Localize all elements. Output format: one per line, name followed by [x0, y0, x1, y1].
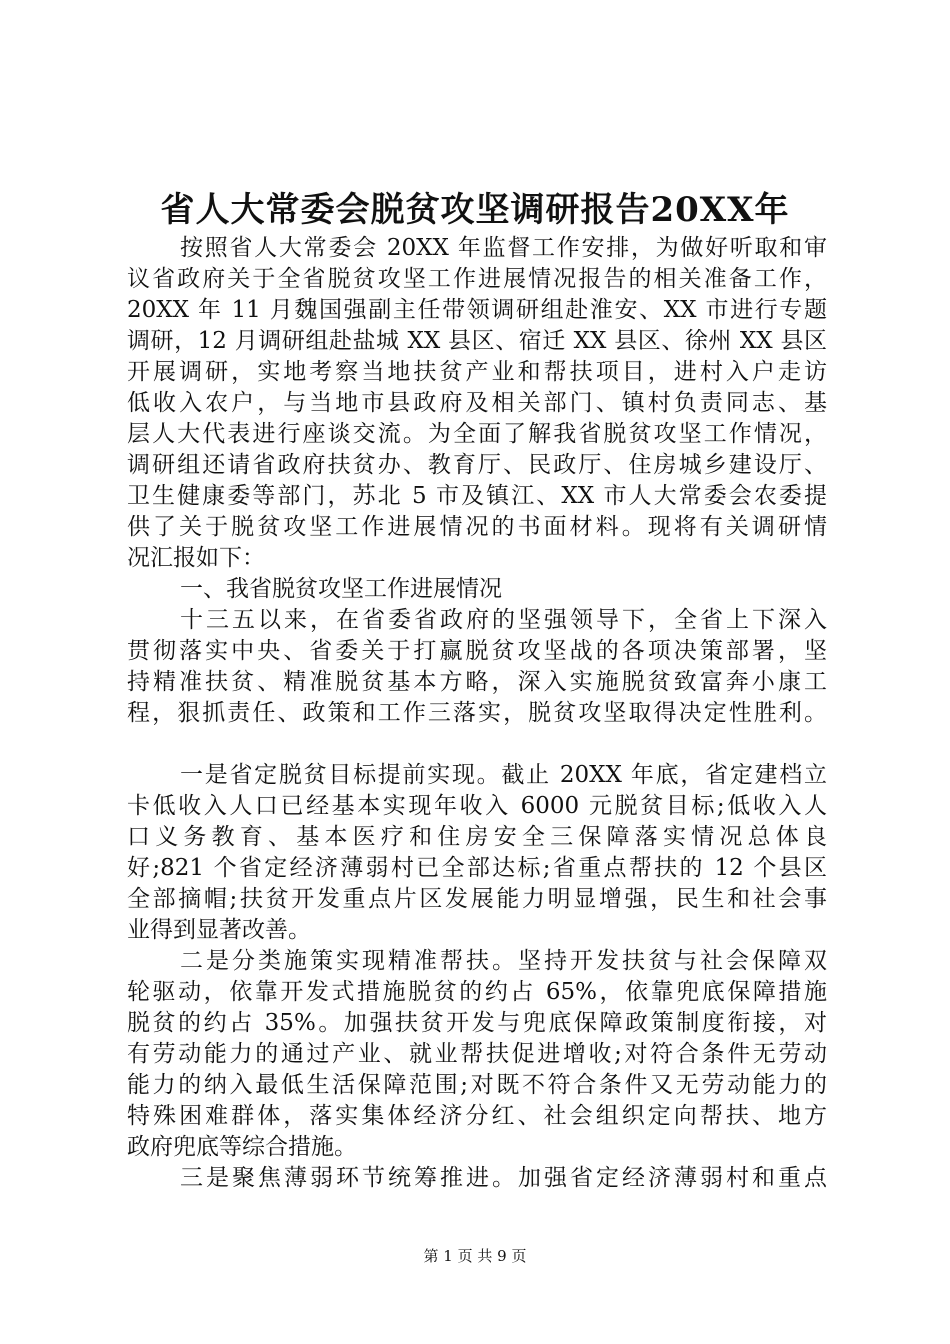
body-line: 按照省人大常委会 20XX 年监督工作安排，为做好听取和审: [180, 235, 827, 261]
body-line: 特殊困难群体，落实集体经济分红、社会组织定向帮扶、地方: [127, 1103, 827, 1129]
body-line: 20XX 年 11 月魏国强副主任带领调研组赴淮安、XX 市进行专题: [127, 297, 827, 323]
body-line: 调研组还请省政府扶贫办、教育厅、民政厅、住房城乡建设厅、: [127, 452, 827, 478]
body-line: 业得到显著改善。: [127, 917, 311, 943]
body-line: 一是省定脱贫目标提前实现。截止 20XX 年底，省定建档立: [180, 762, 827, 788]
body-line: 程，狠抓责任、政策和工作三落实，脱贫攻坚取得决定性胜利。: [127, 700, 827, 726]
body-line: 好;821 个省定经济薄弱村已全部达标;省重点帮扶的 12 个县区: [127, 855, 827, 881]
page-number: 第 1 页 共 9 页: [423, 1247, 527, 1265]
body-line: 政府兜底等综合措施。: [127, 1134, 357, 1160]
body-line: 全部摘帽;扶贫开发重点片区发展能力明显增强，民生和社会事: [127, 886, 827, 912]
body-line: 口义务教育、基本医疗和住房安全三保障落实情况总体良: [127, 824, 827, 850]
body-line: 况汇报如下：: [127, 545, 265, 571]
paragraph-gap: [127, 729, 827, 760]
body-line: 低收入农户，与当地市县政府及相关部门、镇村负责同志、基: [127, 390, 827, 416]
body-line: 调研，12 月调研组赴盐城 XX 县区、宿迁 XX 县区、徐州 XX 县区: [127, 328, 827, 354]
body-line: 脱贫的约占 35%。加强扶贫开发与兜底保障政策制度衔接，对: [127, 1010, 827, 1036]
section-heading: 一、我省脱贫攻坚工作进展情况: [180, 576, 502, 602]
body-line: 卫生健康委等部门，苏北 5 市及镇江、XX 市人大常委会农委提: [127, 483, 827, 509]
body-line: 卡低收入人口已经基本实现年收入 6000 元脱贫目标;低收入人: [127, 793, 827, 819]
body-line: 供了关于脱贫攻坚工作进展情况的书面材料。现将有关调研情: [127, 514, 827, 540]
body-line: 轮驱动，依靠开发式措施脱贫的约占 65%，依靠兜底保障措施: [127, 979, 827, 1005]
body-line: 议省政府关于全省脱贫攻坚工作进展情况报告的相关准备工作，: [127, 266, 827, 292]
document-title: 省人大常委会脱贫攻坚调研报告20XX年: [160, 190, 790, 230]
body-line: 贯彻落实中央、省委关于打赢脱贫攻坚战的各项决策部署，坚: [127, 638, 827, 664]
body-line: 二是分类施策实现精准帮扶。坚持开发扶贫与社会保障双: [180, 948, 827, 974]
body-line: 三是聚焦薄弱环节统筹推进。加强省定经济薄弱村和重点: [180, 1165, 827, 1191]
document-body: [127, 233, 827, 1194]
body-line: 能力的纳入最低生活保障范围;对既不符合条件又无劳动能力的: [127, 1072, 827, 1098]
body-line: 开展调研，实地考察当地扶贫产业和帮扶项目，进村入户走访: [127, 359, 827, 385]
body-line: 层人大代表进行座谈交流。为全面了解我省脱贫攻坚工作情况，: [127, 421, 827, 447]
body-line: 持精准扶贫、精准脱贫基本方略，深入实施脱贫致富奔小康工: [127, 669, 827, 695]
body-line: 有劳动能力的通过产业、就业帮扶促进增收;对符合条件无劳动: [127, 1041, 827, 1067]
body-line: 十三五以来，在省委省政府的坚强领导下，全省上下深入: [180, 607, 827, 633]
